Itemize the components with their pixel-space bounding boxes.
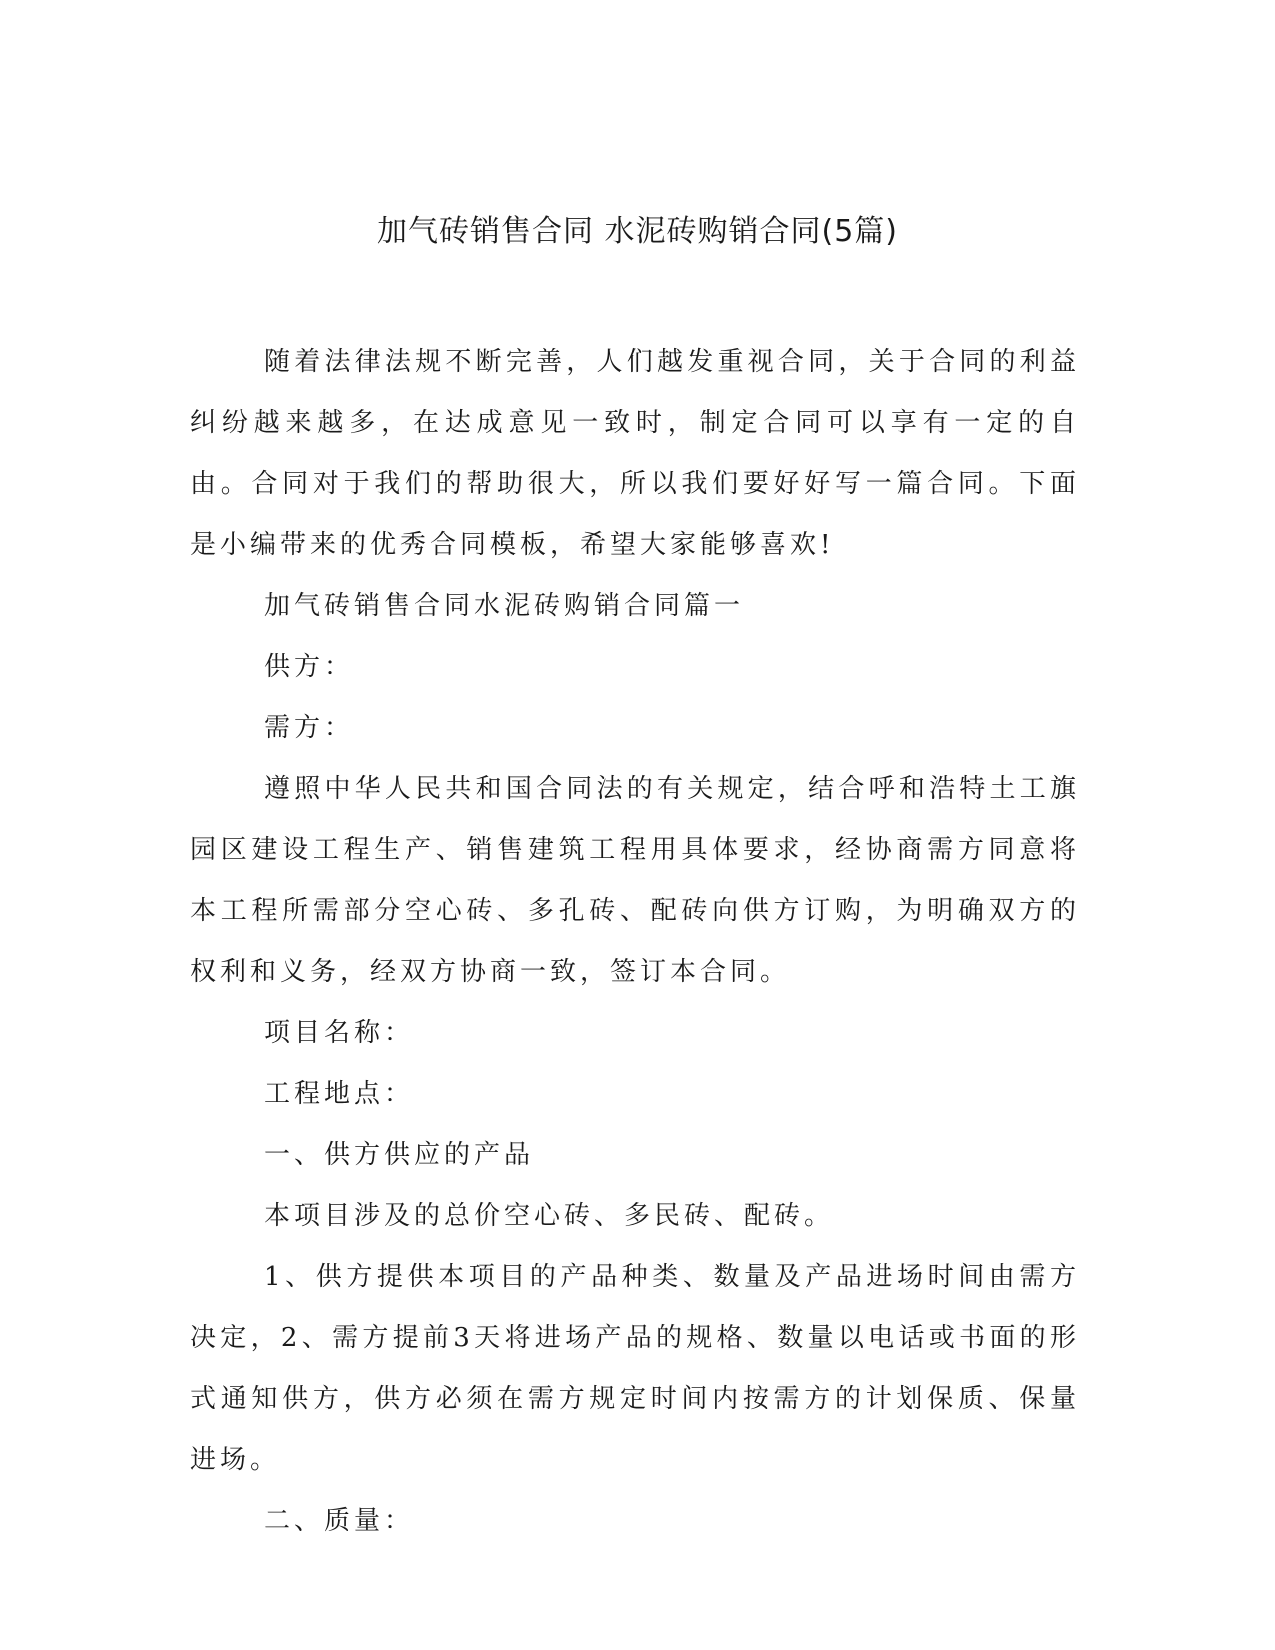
section-heading-part-one: 加气砖销售合同水泥砖购销合同篇一 [264, 591, 745, 621]
clause-heading-products: 一、供方供应的产品 [264, 1140, 535, 1170]
project-location-field-label: 工程地点： [264, 1079, 415, 1109]
supplier-field-label: 供方： [264, 652, 355, 682]
buyer-field-label: 需方： [264, 713, 355, 743]
preamble-paragraph: 遵照中华人民共和国合同法的有关规定，结合呼和浩特土工旗园区建设工程生产、销售建筑工程用具体要求，经协商需方同意将本工程所需部分空心砖、多孔砖、配砖向供方订购，为明确双方的权利和义务，经双方协商一致，签订本合同。 [190, 774, 1080, 987]
clause-heading-quality: 二、质量： [264, 1506, 415, 1536]
document-body [190, 332, 1080, 1552]
project-name-field-label: 项目名称： [264, 1018, 415, 1048]
intro-paragraph: 随着法律法规不断完善，人们越发重视合同，关于合同的利益纠纷越来越多，在达成意见一致时，制定合同可以享有一定的自由。合同对于我们的帮助很大，所以我们要好好写一篇合同。下面是小编带来的优秀合同模板，希望大家能够喜欢! [190, 347, 1080, 560]
document-title: 加气砖销售合同 水泥砖购销合同(5篇) [376, 214, 899, 249]
products-scope-paragraph: 本项目涉及的总价空心砖、多民砖、配砖。 [264, 1201, 835, 1231]
delivery-terms-paragraph: 1、供方提供本项目的产品种类、数量及产品进场时间由需方决定，2、需方提前3天将进场产品的规格、数量以电话或书面的形式通知供方，供方必须在需方规定时间内按需方的计划保质、保量进场。 [190, 1262, 1080, 1475]
